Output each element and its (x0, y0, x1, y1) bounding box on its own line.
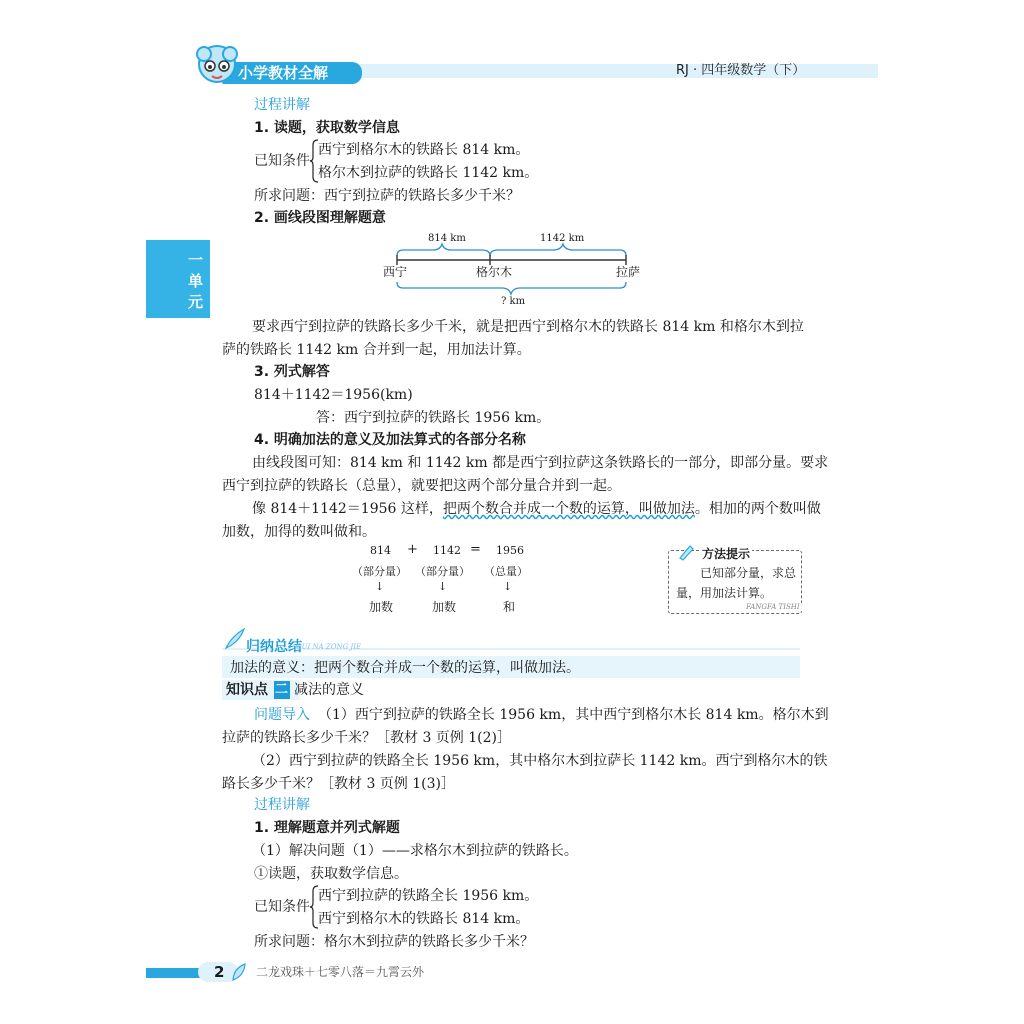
header-book-info: RJ · 四年级数学（下） (676, 63, 806, 78)
paragraph-line: 西宁到拉萨的铁路长（总量），就要把这两个部分量合并到一起。 (222, 478, 621, 494)
method-tip-text: 已知部分量，求总 (700, 566, 797, 580)
segment-label-bottom: ? km (501, 296, 526, 307)
method-tip-subtitle: FANGFA TISHI (746, 603, 800, 611)
city-label: 拉萨 (616, 265, 641, 279)
question-asked: 所求问题：格尔木到拉萨的铁路长多少千米？ (254, 934, 534, 950)
summary-text: 加法的意义：把两个数合并成一个数的运算，叫做加法。 (230, 660, 580, 676)
equals-sign: = (470, 542, 481, 557)
city-label: 格尔木 (476, 265, 513, 279)
down-arrow-icon: ↓ (438, 580, 448, 593)
equation: 814＋1142＝1956(km) (254, 387, 413, 403)
paragraph-line: ①读题，获取数学信息。 (254, 866, 408, 882)
paragraph-line: 路长多少千米？［教材 3 页例 1(3)］ (222, 776, 455, 792)
question-asked: 所求问题：西宁到拉萨的铁路长多少千米？ (254, 188, 520, 204)
segment-label-top-right: 1142 km (540, 233, 585, 244)
pen-icon (676, 542, 696, 562)
step-heading: 2. 画线段图理解题意 (254, 210, 386, 226)
side-tab-char: 单 (188, 272, 204, 290)
leaf-icon (230, 962, 248, 982)
answer: 答：西宁到拉萨的铁路长 1956 km。 (316, 410, 551, 426)
known-condition: 西宁到拉萨的铁路全长 1956 km。 (318, 888, 539, 904)
paragraph-line: （1）西宁到拉萨的铁路全长 1956 km，其中西宁到格尔木长 814 km。格尔木到 (318, 707, 829, 723)
section-label-process: 过程讲解 (254, 797, 310, 813)
side-tab-char: 元 (188, 293, 204, 311)
definition-highlight: 把两个数合并成一个数的运算，叫做加法 (442, 501, 695, 517)
plus-sign: + (407, 542, 418, 557)
term-name: 加数 (369, 600, 394, 614)
paragraph-line: 萨的铁路长 1142 km 合并到一起，用加法计算。 (222, 342, 531, 358)
addend-number: 1142 (433, 544, 461, 557)
down-arrow-icon: ↓ (375, 580, 385, 593)
page-number: 2 (214, 963, 225, 981)
term-name: 和 (503, 600, 516, 614)
side-tab-char: 一 (188, 251, 204, 269)
footer-riddle: 二龙戏珠＋七零八落＝九霄云外 (256, 965, 425, 979)
city-label: 西宁 (383, 265, 408, 279)
knowledge-point-number: 二 (275, 682, 289, 697)
paragraph-line (252, 498, 821, 520)
text-span: 。相加的两个数叫做 (694, 501, 821, 517)
footer-bar (146, 968, 206, 978)
known-condition: 西宁到格尔木的铁路长 814 km。 (318, 142, 530, 158)
sum-number: 1956 (496, 544, 524, 557)
section-label-intro: 问题导入 (254, 707, 310, 723)
step-heading: 1. 读题，获取数学信息 (254, 120, 400, 136)
method-tip-title: 方法提示 (702, 547, 751, 561)
paragraph-line: 由线段图可知：814 km 和 1142 km 都是西宁到拉萨这条铁路长的一部分，即部分量。要求 (252, 455, 829, 471)
term-name: 加数 (432, 600, 457, 614)
known-conditions-label: 已知条件 (254, 153, 310, 169)
header-title: 小学教材全解 (238, 64, 329, 82)
text-span: 像 814＋1142＝1956 这样， (252, 501, 443, 517)
known-condition: 西宁到格尔木的铁路长 814 km。 (318, 911, 530, 927)
total-label: （总量） (484, 565, 528, 578)
paragraph-line: （1）解决问题（1）——求格尔木到拉萨的铁路长。 (252, 843, 578, 859)
summary-subtitle: GUI NA ZONG JIE (296, 643, 362, 651)
addend-number: 814 (370, 544, 391, 557)
known-condition: 格尔木到拉萨的铁路长 1142 km。 (318, 165, 539, 181)
down-arrow-icon: ↓ (503, 580, 513, 593)
quill-icon (222, 626, 248, 652)
part-label: （部分量） (415, 565, 470, 578)
paragraph-line: （2）西宁到拉萨的铁路全长 1956 km，其中格尔木到拉萨长 1142 km。西宁到格尔木的铁 (252, 753, 828, 769)
step-heading: 4. 明确加法的意义及加法算式的各部分名称 (254, 432, 526, 448)
knowledge-point-title: 减法的意义 (294, 682, 364, 698)
step-heading: 3. 列式解答 (254, 364, 330, 380)
method-tip-text: 量，用加法计算。 (676, 586, 773, 600)
summary-label: 归纳总结 (246, 639, 302, 655)
paragraph-line: 加数，加得的数叫做和。 (222, 524, 376, 540)
paragraph-line: 拉萨的铁路长多少千米？［教材 3 页例 1(2)］ (222, 730, 511, 746)
part-label: （部分量） (352, 565, 407, 578)
known-conditions-label: 已知条件 (254, 899, 310, 915)
step-heading: 1. 理解题意并列式解题 (254, 820, 400, 836)
paragraph-line: 要求西宁到拉萨的铁路长多少千米，就是把西宁到格尔木的铁路长 814 km 和格尔木到拉 (252, 319, 804, 335)
knowledge-point-label: 知识点 (226, 682, 268, 698)
section-label-process: 过程讲解 (254, 97, 310, 113)
segment-label-top-left: 814 km (428, 233, 466, 244)
